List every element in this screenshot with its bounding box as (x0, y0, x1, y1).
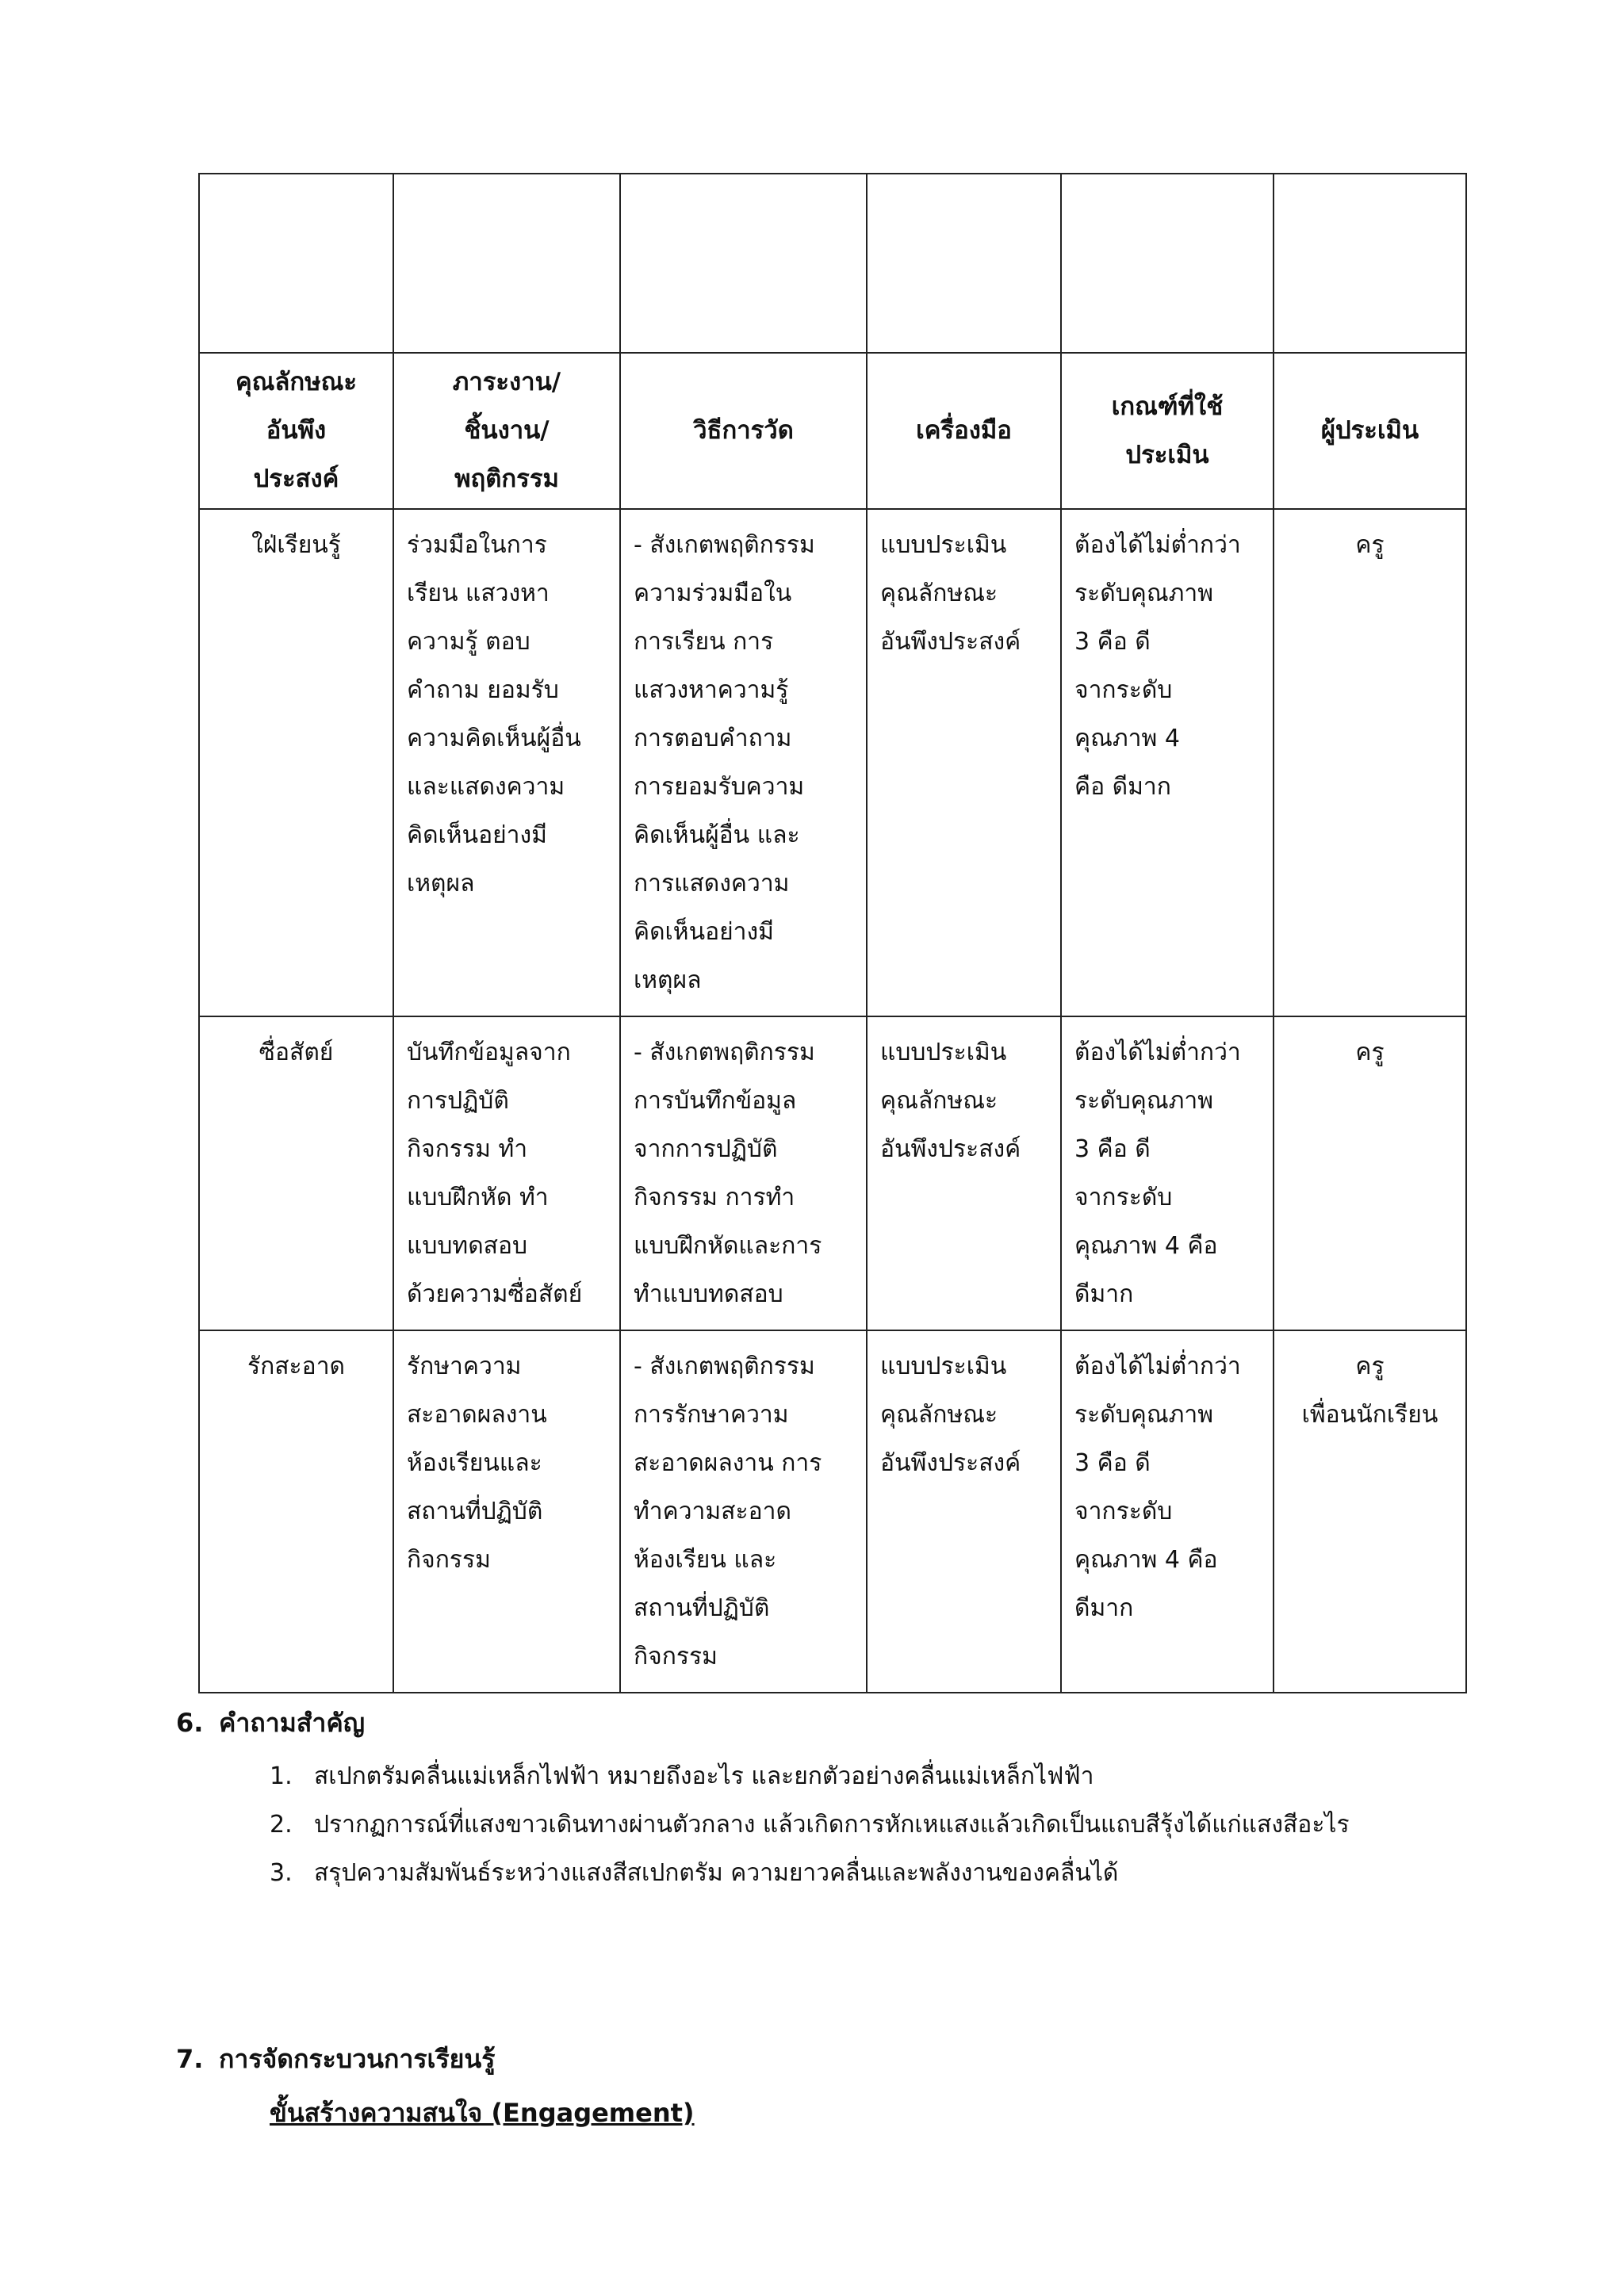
table-row (199, 1016, 1466, 1330)
question-number: 1. (270, 1762, 293, 1790)
trait-cell: ใฝ่เรียนรู้ (199, 509, 393, 1016)
task-cell: บันทึกข้อมูลจาก การปฏิบัติ กิจกรรม ทำ แบบฝึกหัด ทำ แบบทดสอบ ด้วยความซื่อสัตย์ (393, 1016, 620, 1330)
engagement-subheading: ขั้นสร้างความสนใจ (Engagement) (270, 2098, 695, 2128)
tool-cell: แบบประเมิน คุณลักษณะ อันพึงประสงค์ (867, 1016, 1061, 1330)
table-row (199, 1330, 1466, 1693)
assessor-cell: ครู (1274, 509, 1466, 1016)
header-criteria: เกณฑ์ที่ใช้ ประเมิน (1061, 353, 1274, 509)
assessor-cell: ครู เพื่อนนักเรียน (1274, 1330, 1466, 1693)
criteria-cell: ต้องได้ไม่ต่ำกว่า ระดับคุณภาพ 3 คือ ดี จากระดับ คุณภาพ 4 คือ ดีมาก (1061, 509, 1274, 1016)
question-text: ปรากฏการณ์ที่แสงขาวเดินทางผ่านตัวกลาง แล้วเกิดการหักเหแสงแล้วเกิดเป็นแถบสีรุ้งได้แก่แสงสีอะไร (314, 1811, 1350, 1839)
criteria-cell: ต้องได้ไม่ต่ำกว่า ระดับคุณภาพ 3 คือ ดี จากระดับ คุณภาพ 4 คือ ดีมาก (1061, 1330, 1274, 1693)
section-7-heading (176, 2039, 495, 2080)
header-assessor: ผู้ประเมิน (1274, 353, 1466, 509)
table-header-row (199, 353, 1466, 509)
question-number: 3. (270, 1859, 293, 1887)
section-7-number: 7. (176, 2044, 204, 2074)
criteria-cell: ต้องได้ไม่ต่ำกว่า ระดับคุณภาพ 3 คือ ดี จากระดับ คุณภาพ 4 คือ ดีมาก (1061, 1016, 1274, 1330)
list-item (270, 1849, 1610, 1897)
task-cell: ร่วมมือในการ เรียน แสวงหา ความรู้ ตอบ คำถาม ยอมรับ ความคิดเห็นผู้อื่น และแสดงความ คิดเห็นอย่างมี เหตุผล (393, 509, 620, 1016)
assessor-cell: ครู (1274, 1016, 1466, 1330)
section-6-title: คำถามสำคัญ (219, 1708, 365, 1738)
table-row (199, 509, 1466, 1016)
header-task: ภาระงาน/ ชิ้นงาน/ พฤติกรรม (393, 353, 620, 509)
header-trait: คุณลักษณะ อันพึง ประสงค์ (199, 353, 393, 509)
question-text: สรุปความสัมพันธ์ระหว่างแสงสีสเปกตรัม ความยาวคลื่นและพลังงานของคลื่นได้ (314, 1859, 1119, 1887)
header-tool: เครื่องมือ (867, 353, 1061, 509)
trait-cell: ซื่อสัตย์ (199, 1016, 393, 1330)
method-cell: - สังเกตพฤติกรรม การบันทึกข้อมูล จากการปฏิบัติ กิจกรรม การทำ แบบฝึกหัดและการ ทำแบบทดสอบ (620, 1016, 867, 1330)
list-item (270, 1752, 1610, 1800)
question-number: 2. (270, 1811, 293, 1839)
tool-cell: แบบประเมิน คุณลักษณะ อันพึงประสงค์ (867, 1330, 1061, 1693)
question-text: สเปกตรัมคลื่นแม่เหล็กไฟฟ้า หมายถึงอะไร และยกตัวอย่างคลื่นแม่เหล็กไฟฟ้า (314, 1762, 1094, 1790)
header-method: วิธีการวัด (620, 353, 867, 509)
assessment-table (198, 173, 1467, 1693)
key-questions-list (270, 1752, 1610, 1897)
list-item (270, 1800, 1610, 1849)
method-cell: - สังเกตพฤติกรรม การรักษาความ สะอาดผลงาน การ ทำความสะอาด ห้องเรียน และ สถานที่ปฏิบัติ กิจกรรม (620, 1330, 867, 1693)
task-cell: รักษาความ สะอาดผลงาน ห้องเรียนและ สถานที่ปฏิบัติ กิจกรรม (393, 1330, 620, 1693)
tool-cell: แบบประเมิน คุณลักษณะ อันพึงประสงค์ (867, 509, 1061, 1016)
trait-cell: รักสะอาด (199, 1330, 393, 1693)
section-6-heading (176, 1703, 365, 1743)
blank-table-row (199, 174, 1466, 353)
section-7-title: การจัดกระบวนการเรียนรู้ (219, 2044, 496, 2074)
method-cell: - สังเกตพฤติกรรม ความร่วมมือใน การเรียน การ แสวงหาความรู้ การตอบคำถาม การยอมรับความ คิดเห็นผู้อื่น และ การแสดงความ คิดเห็นอย่างมี เหตุผล (620, 509, 867, 1016)
section-6-number: 6. (176, 1708, 204, 1738)
